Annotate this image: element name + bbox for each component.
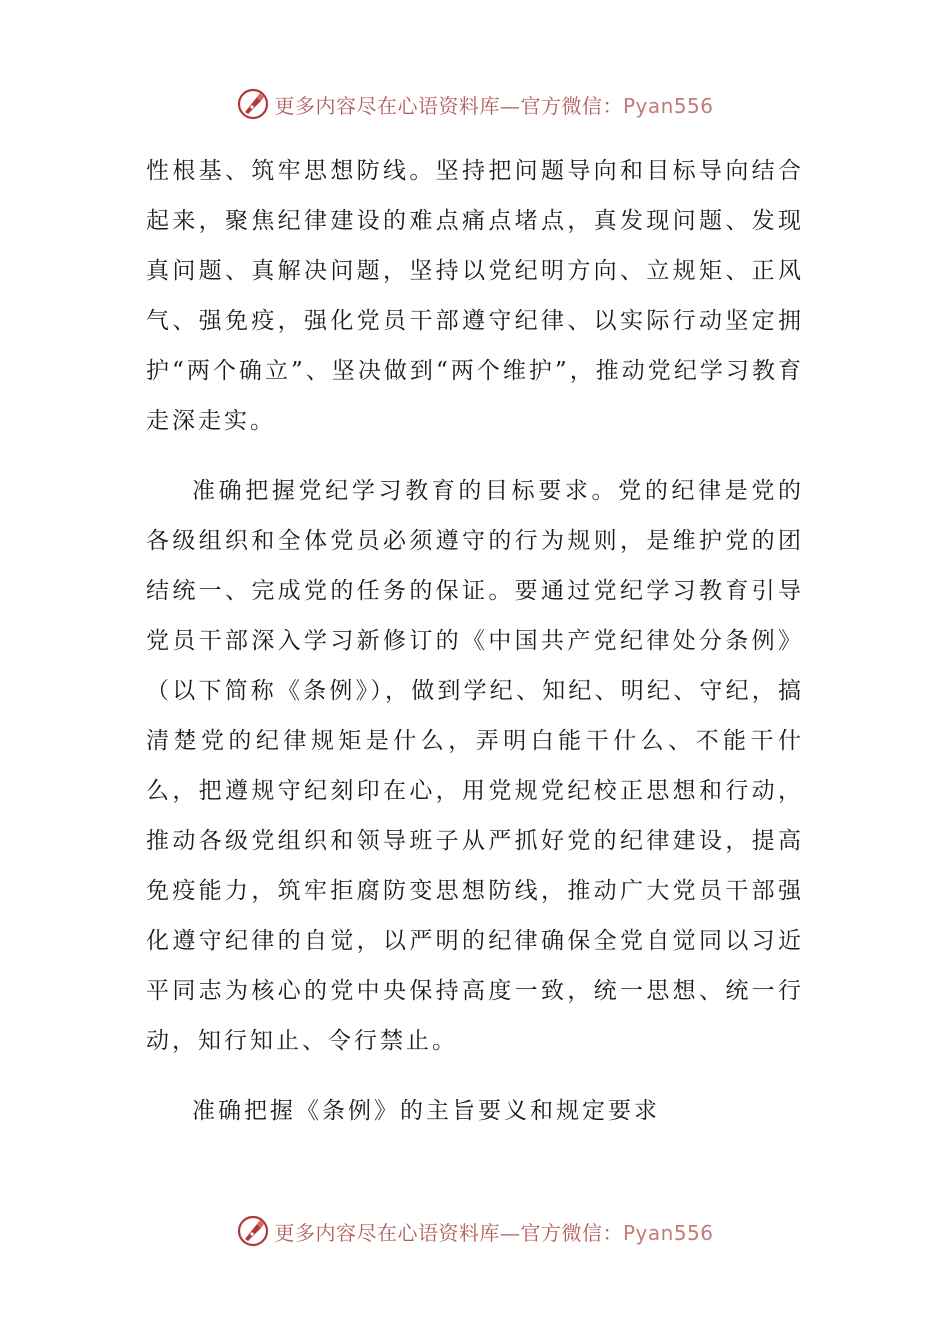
header-banner-handle: Pyan556 [622, 93, 714, 118]
paragraph-gap [146, 446, 804, 466]
paragraph-2: 准确把握党纪学习教育的目标要求。党的纪律是党的各级组织和全体党员必须遵守的行为规则，是维护党的团结统一、完成党的任务的保证。要通过党纪学习教育引导党员干部深入学习新修订的《中国共产党纪律处分条例》（以下简称《条例》），做到学纪、知纪、明纪、守纪，搞清楚党的纪律规矩是什么，弄明白能干什么、不能干什么，把遵规守纪刻印在心，用党规党纪校正思想和行动，推动各级党组织和领导班子从严抓好党的纪律建设，提高免疫能力，筑牢拒腐防变思想防线，推动广大党员干部强化遵守纪律的自觉，以严明的纪律确保全党自觉同以习近平同志为核心的党中央保持高度一致，统一思想、统一行动，知行知止、令行禁止。 [146, 478, 804, 1054]
footer-banner [0, 1211, 950, 1251]
pen-nib-logo-icon [236, 1214, 270, 1248]
section-heading: 准确把握《条例》的主旨要义和规定要求 [192, 1098, 660, 1124]
footer-banner-handle: Pyan556 [622, 1220, 714, 1245]
header-banner-text: 更多内容尽在心语资料库—官方微信：Pyan556 [274, 93, 714, 118]
paragraph-1: 性根基、筑牢思想防线。坚持把问题导向和目标导向结合起来，聚焦纪律建设的难点痛点堵点，真发现问题、发现真问题、真解决问题，坚持以党纪明方向、立规矩、正风气、强免疫，强化党员干部遵守纪律、以实际行动坚定拥护“两个确立”、坚决做到“两个维护”，推动党纪学习教育走深走实。 [146, 158, 804, 434]
paragraph-gap [146, 1066, 804, 1086]
header-banner [0, 84, 950, 124]
document-body [146, 146, 804, 1136]
pen-nib-logo-icon [236, 87, 270, 121]
footer-banner-text: 更多内容尽在心语资料库—官方微信：Pyan556 [274, 1220, 714, 1245]
